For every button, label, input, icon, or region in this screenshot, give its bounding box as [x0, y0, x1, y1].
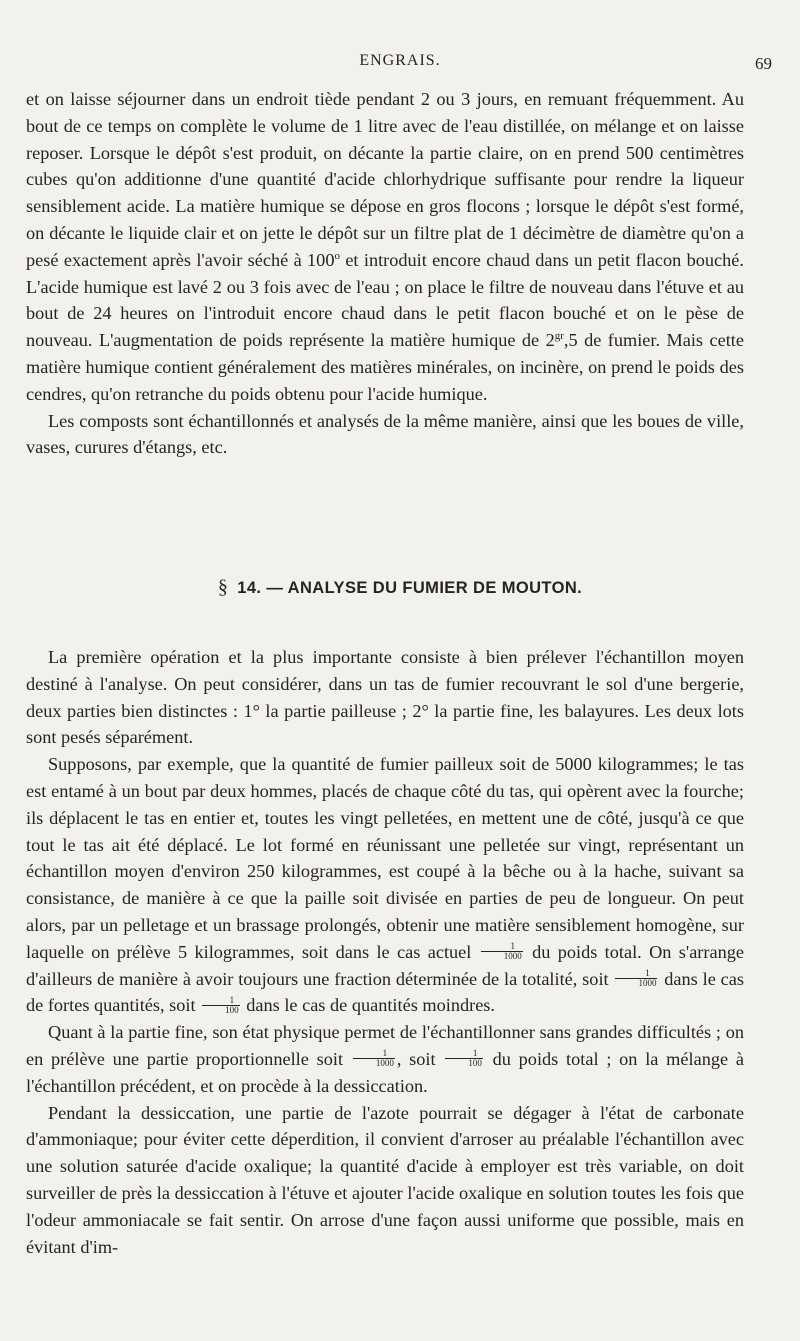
text-run: Supposons, par exemple, que la quantité de fumier pailleux soit de 5000 kilogrammes; le tas est entamé à un bout par deux hommes, placés de chaque côté du tas, qui opèrent avec la fourche; ils déplacent le tas en entier et, toutes les vingt pelletées, en mettent une de côté, jusqu'à ce que tout le tas ait été déplacé. Le lot formé en réunissant une pelletée sur vingt, représentant un échantillon moyen d'environ 250 kilogrammes, est coupé à la bêche ou à la hache, suivant sa consistance, de manière à ce que la paille soit divisée en parties de peu de longueur. On peut alors, par un pelletage et un brassage prolongés, obtenir une matière sensiblement homogène, sur laquelle on prélève 5 kilogrammes, soit dans le cas actuel: [26, 754, 744, 962]
text-block-top: [26, 86, 744, 461]
section-title: — ANALYSE DU FUMIER DE MOUTON.: [266, 579, 583, 597]
fraction-denominator: 1000: [638, 977, 657, 988]
fraction-denominator: 1000: [503, 951, 522, 962]
text-run: du poids total ; on la mélange à l'échantillon précédent, et on procède à la dessiccation.: [26, 1048, 744, 1096]
fraction-denominator: 1000: [375, 1058, 394, 1069]
text-block-bottom: [26, 644, 744, 1260]
text-run: Quant à la partie fine, son état physique permet de l'échantillonner sans grandes difficultés ; on en prélève une partie proportionnelle soit: [26, 1022, 744, 1069]
fraction-numerator: 1: [481, 942, 523, 952]
page-number: 69: [755, 54, 772, 73]
text-run: ,5 de fumier. Mais cette matière humique contient généralement des matières minérales, on incinère, on prend le poids des cendres, qu'on retranche du poids obtenu pour l'acide humique.: [26, 330, 744, 404]
section-heading: [0, 576, 800, 599]
fraction-denominator: 100: [468, 1058, 482, 1069]
text-run: du poids total. On s'arrange d'ailleurs de manière à avoir toujours une fraction déterminée de la totalité, soit: [26, 941, 744, 989]
paragraph-composts: Les composts sont échantillonnés et analysés de la même manière, ainsi que les boues de ville, vases, curures d'étangs, etc.: [26, 410, 744, 458]
fraction-1-100: [202, 996, 240, 1015]
fraction-1-1000: [481, 942, 523, 961]
gram-abbrev: gr: [554, 330, 564, 343]
paragraph-supposons: [26, 751, 744, 1019]
paragraph-partie-fine: [26, 1019, 744, 1099]
text-run: dans le cas de quantités moindres.: [246, 995, 495, 1016]
fraction-numerator: 1: [353, 1049, 395, 1059]
fraction-1-1000: [615, 969, 657, 988]
fraction-numerator: 1: [202, 996, 240, 1006]
running-title: ENGRAIS.: [359, 52, 441, 69]
page-header: [24, 46, 776, 76]
text-run: et introduit encore chaud dans un petit flacon bouché. L'acide humique est lavé 2 ou 3 fois avec de l'eau ; on place le filtre de nouveau dans l'étuve et au bout de 24 heures on l'introduit encore chaud dans le petit flacon bouché et on le pèse de nouveau. L'augmentation de poids représente la matière humique de 2: [26, 249, 744, 351]
paragraph-first-operation: La première opération et la plus importante consiste à bien prélever l'échantillon moyen destiné à l'analyse. On peut considérer, dans un tas de fumier recouvrant le sol d'une bergerie, deux parties bien distinctes : 1° la partie pailleuse ; 2° la partie fine, les balayures. Les deux lots sont pesés séparément.: [26, 647, 744, 748]
section-sign: §: [217, 576, 229, 598]
fraction-denominator: 100: [225, 1004, 239, 1015]
text-run: et on laisse séjourner dans un endroit tiède pendant 2 ou 3 jours, en remuant fréquemment. Au bout de ce temps on complète le volume de 1 litre avec de l'eau distillée, on mélange et on laisse reposer. Lorsque le dépôt s'est produit, on décante la partie claire, on en prend 500 centimètres cubes qu'on additionne d'une quantité d'acide chlorhydrique suffisante pour rendre la liqueur sensiblement acide. La matière humique se dépose en gros flocons ; lorsque le dépôt s'est formé, on décante le liquide clair et on jette le dépôt sur un filtre plat de 1 décimètre de diamètre qu'on a pesé exactement après l'avoir séché à 100: [26, 89, 744, 270]
section-number: 14.: [237, 579, 262, 597]
degree-sign: o: [334, 249, 340, 262]
text-run: dans le cas de fortes quantités, soit: [26, 968, 744, 1016]
fraction-1-1000: [353, 1049, 395, 1068]
paragraph-continued: [26, 86, 744, 408]
paragraph-dessiccation: Pendant la dessiccation, une partie de l'azote pourrait se dégager à l'état de carbonate d'ammoniaque; pour éviter cette déperdition, il convient d'arroser au préalable l'échantillon avec une solution saturée d'acide oxalique; la quantité d'acide à employer est très variable, on doit surveiller de près la dessiccation à l'étuve et ajouter l'acide oxalique en solution toutes les fois que l'odeur ammoniacale se fait sentir. On arrose d'une façon aussi uniforme que possible, mais en évitant d'im-: [26, 1102, 744, 1257]
fraction-numerator: 1: [445, 1049, 483, 1059]
text-run: , soit: [396, 1048, 444, 1069]
fraction-1-100: [445, 1049, 483, 1068]
fraction-numerator: 1: [615, 969, 657, 979]
